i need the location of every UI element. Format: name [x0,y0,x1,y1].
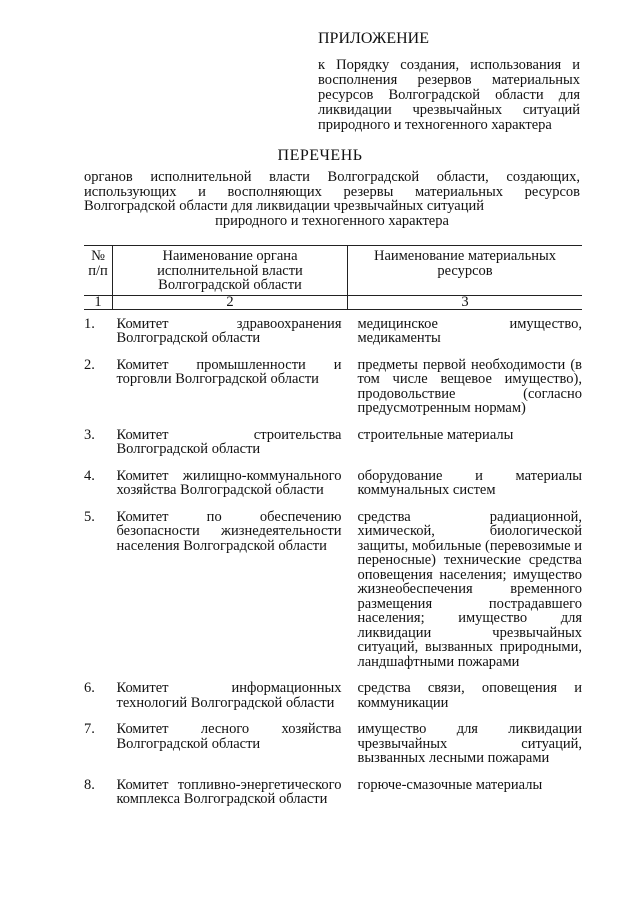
row-number: 2. [84,356,95,373]
column-numbers-row [84,295,582,309]
table-row [84,669,582,710]
row-number: 1. [84,315,95,332]
row-resources: строительные материалы [357,426,514,443]
row-resources: предметы первой необходимости (в том числе вещевое имущество), продовольствие (согласно предусмотренным нормам) [357,356,582,416]
document-subtitle [84,170,580,228]
row-resources: медицинское имущество, медикаменты [357,315,582,346]
row-resources: оборудование и материалы коммунальных систем [357,467,582,498]
table-header-row [84,246,582,296]
row-number: 7. [84,721,95,737]
table-row [84,766,582,807]
row-organization: Комитет строительства Волгоградской области [116,426,342,457]
header-num: № п/п [84,246,113,296]
row-resources: средства связи, оповещения и коммуникации [357,680,582,711]
row-organization: Комитет информационных технологий Волгоградской области [116,680,342,711]
row-organization: Комитет топливно-энергетического комплекса Волгоградской области [116,776,342,807]
row-resources: имущество для ликвидации чрезвычайных ситуаций, вызванных лесными пожарами [357,721,582,766]
subtitle-last-line: природного и техногенного характера [215,212,449,229]
row-number: 4. [84,467,95,484]
row-organization: Комитет промышленности и торговли Волгоградской области [116,356,342,387]
row-organization: Комитет лесного хозяйства Волгоградской области [116,721,342,752]
col-number-1: 1 [84,295,113,309]
row-resources: горюче-смазочные материалы [357,776,543,793]
row-resources: средства радиационной, химической, биологической защиты, мобильные (перевозимые и переносные) технические средства оповещения населения; имущество жизнеобеспечения временного размещения пострадавшего населения; имущество для ликвидации чрезвычайных ситуаций, вызванных природными, ландшафтными пожарами [357,508,582,670]
appendix-block [318,30,580,133]
table-row [84,710,582,766]
subtitle-main: органов исполнительной власти Волгоградской области, создающих, использующих и восполняющих резервы материальных ресурсов Волгоградской области для ликвидации чрезвычайных ситуаций [84,169,580,214]
col-number-3: 3 [348,295,583,309]
row-number: 8. [84,776,95,793]
table-row [84,416,582,457]
table-row [84,498,582,670]
row-organization: Комитет жилищно-коммунального хозяйства Волгоградской области [116,467,342,498]
registry-table [84,245,582,807]
table-row [84,346,582,416]
row-number: 5. [84,508,95,525]
appendix-text: к Порядку создания, использования и восполнения резервов материальных ресурсов Волгоградской области для ликвидации чрезвычайных ситуаций природного и техногенного характера [318,57,580,133]
document-title: ПЕРЕЧЕНЬ [277,147,363,164]
table-row [84,309,582,346]
appendix-title: ПРИЛОЖЕНИЕ [318,30,430,47]
row-organization: Комитет здравоохранения Волгоградской области [116,315,342,346]
header-res: Наименование материальных ресурсов [348,246,583,296]
header-org: Наименование органа исполнительной власти Волгоградской области [113,246,348,296]
col-number-2: 2 [113,295,348,309]
row-organization: Комитет по обеспечению безопасности жизнедеятельности населения Волгоградской области [116,508,342,554]
row-number: 3. [84,426,95,443]
row-number: 6. [84,680,95,696]
table-row [84,457,582,498]
